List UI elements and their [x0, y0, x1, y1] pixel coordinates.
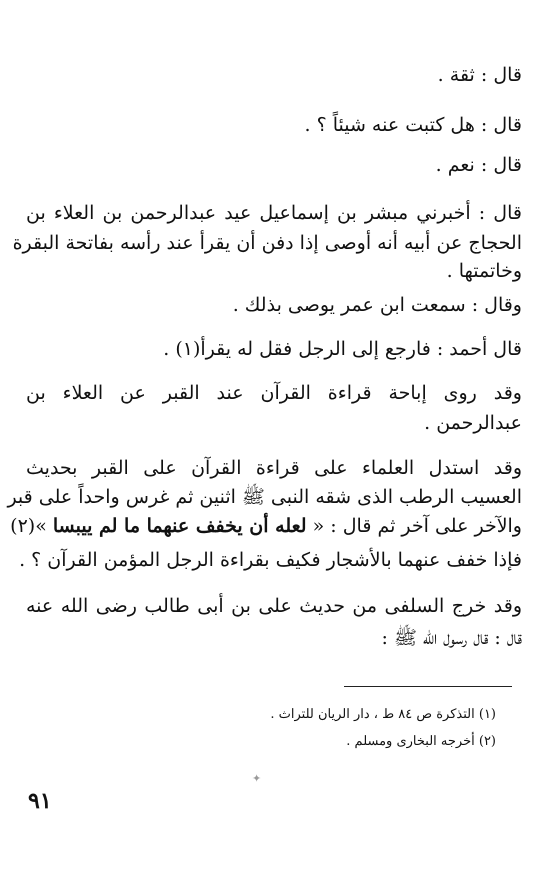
text-line: فإذا خفف عنهما بالأشجار فكيف بقراءة الرجل المؤمن القرآن ؟ . — [19, 549, 522, 571]
footnote-ref: »(٢) — [10, 515, 47, 537]
text-line: وقد استدل العلماء على قراءة القرآن على القبر بحديث — [26, 457, 522, 479]
text-line: وقال : سمعت ابن عمر يوصى بذلك . — [232, 294, 522, 316]
footnote: (١) التذكرة ص ٨٤ ط ، دار الريان للتراث . — [270, 707, 496, 722]
text-line: قال : قال رسول الله ﷺ : — [381, 627, 522, 649]
text-line: وخاتمتها . — [446, 260, 522, 282]
page-number: ٩١ — [28, 788, 52, 814]
text-line: عبدالرحمن . — [424, 412, 522, 434]
text-segment: والآخر على آخر ثم قال : « — [312, 515, 522, 537]
text-line: وقد روى إباحة قراءة القرآن عند القبر عن العلاء بن — [26, 382, 522, 404]
text-line: العسيب الرطب الذى شقه النبى ﷺ اثنين ثم غرس واحداً على قبر — [7, 486, 522, 508]
text-line: قال : هل كتبت عنه شيئاً ؟ . — [304, 114, 522, 136]
text-line: قال أحمد : فارجع إلى الرجل فقل له يقرأ(١) . — [163, 338, 522, 360]
footnote: (٢) أخرجه البخارى ومسلم . — [346, 734, 496, 749]
hadith-quote: لعله أن يخفف عنهما ما لم ييبسا — [52, 515, 307, 537]
text-line: وقد خرج السلفى من حديث على بن أبى طالب رضى الله عنه — [26, 595, 522, 617]
text-line: قال : ثقة . — [437, 64, 522, 86]
text-line-hadith — [10, 513, 522, 539]
footnote-divider — [344, 686, 512, 687]
text-line: قال : أخبرني مبشر بن إسماعيل عيد عبدالرحمن بن العلاء بن — [26, 202, 522, 224]
ornament-mark: ✦ — [252, 772, 262, 785]
text-line: الحجاج عن أبيه أنه أوصى إذا دفن أن يقرأ عند رأسه بفاتحة البقرة — [12, 232, 522, 254]
text-line: قال : نعم . — [435, 154, 522, 176]
